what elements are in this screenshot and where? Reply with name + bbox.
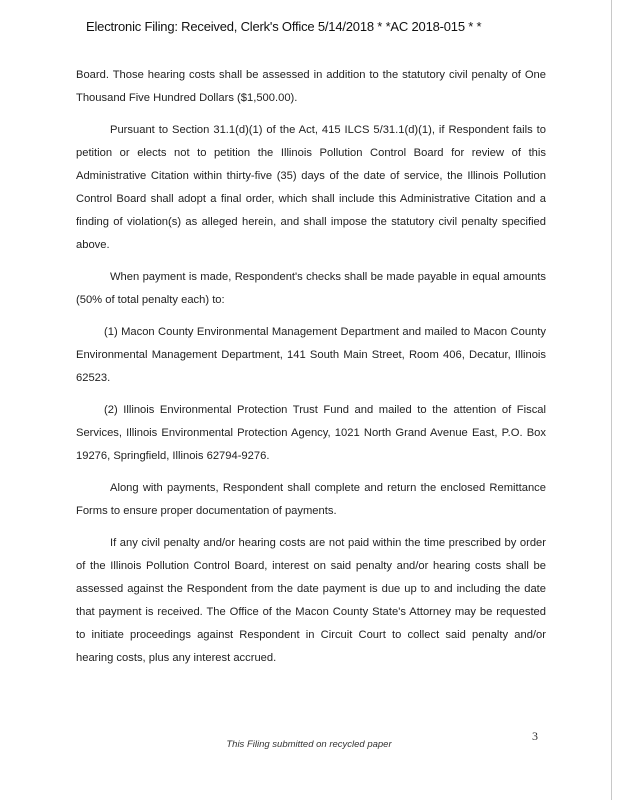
paragraph-payee-iepa-trust-fund: (2) Illinois Environmental Protection Trust Fund and mailed to the attention of Fiscal Services, Illinois Environmental Protection Agency, 1021 North Grand Avenue East, P.O. Box 19276, Springfield, Illinois 62794-9276. [76, 404, 546, 462]
paragraph-section-31: Pursuant to Section 31.1(d)(1) of the Act, 415 ILCS 5/31.1(d)(1), if Respondent fails to petition or elects not to petition the Illinois Pollution Control Board for review of this Administrative Citation within thirty-five (35) days of the date of service, the Illinois Pollution Control Board shall adopt a final order, which shall include this Administrative Citation and a finding of violation(s) as alleged herein, and shall impose the statutory civil penalty specified above. [76, 124, 546, 251]
page-number: 3 [532, 729, 538, 743]
paragraph-payee-macon-county: (1) Macon County Environmental Management Department and mailed to Macon County Environmental Management Department, 141 South Main Street, Room 406, Decatur, Illinois 62523. [76, 326, 546, 384]
paragraph-remittance-forms: Along with payments, Respondent shall complete and return the enclosed Remittance Forms to ensure proper documentation of payments. [76, 482, 546, 517]
filing-stamp-header: Electronic Filing: Received, Clerk's Office 5/14/2018 * *AC 2018-015 * * [86, 19, 482, 34]
paragraph-hearing-costs: Board. Those hearing costs shall be assessed in addition to the statutory civil penalty of One Thousand Five Hundred Dollars ($1,500.00). [76, 69, 546, 104]
scan-edge-divider [611, 0, 612, 800]
paragraph-payment-instructions: When payment is made, Respondent's checks shall be made payable in equal amounts (50% of total penalty each) to: [76, 271, 546, 306]
recycled-paper-footer: This Filing submitted on recycled paper [226, 739, 392, 750]
document-body [76, 64, 546, 679]
paragraph-unpaid-penalty-interest: If any civil penalty and/or hearing costs are not paid within the time prescribed by order of the Illinois Pollution Control Board, interest on said penalty and/or hearing costs shall be assessed against the Respondent from the date payment is due up to and including the date that payment is received. The Office of the Macon County State's Attorney may be requested to initiate proceedings against Respondent in Circuit Court to collect said penalty and/or hearing costs, plus any interest accrued. [76, 537, 546, 664]
